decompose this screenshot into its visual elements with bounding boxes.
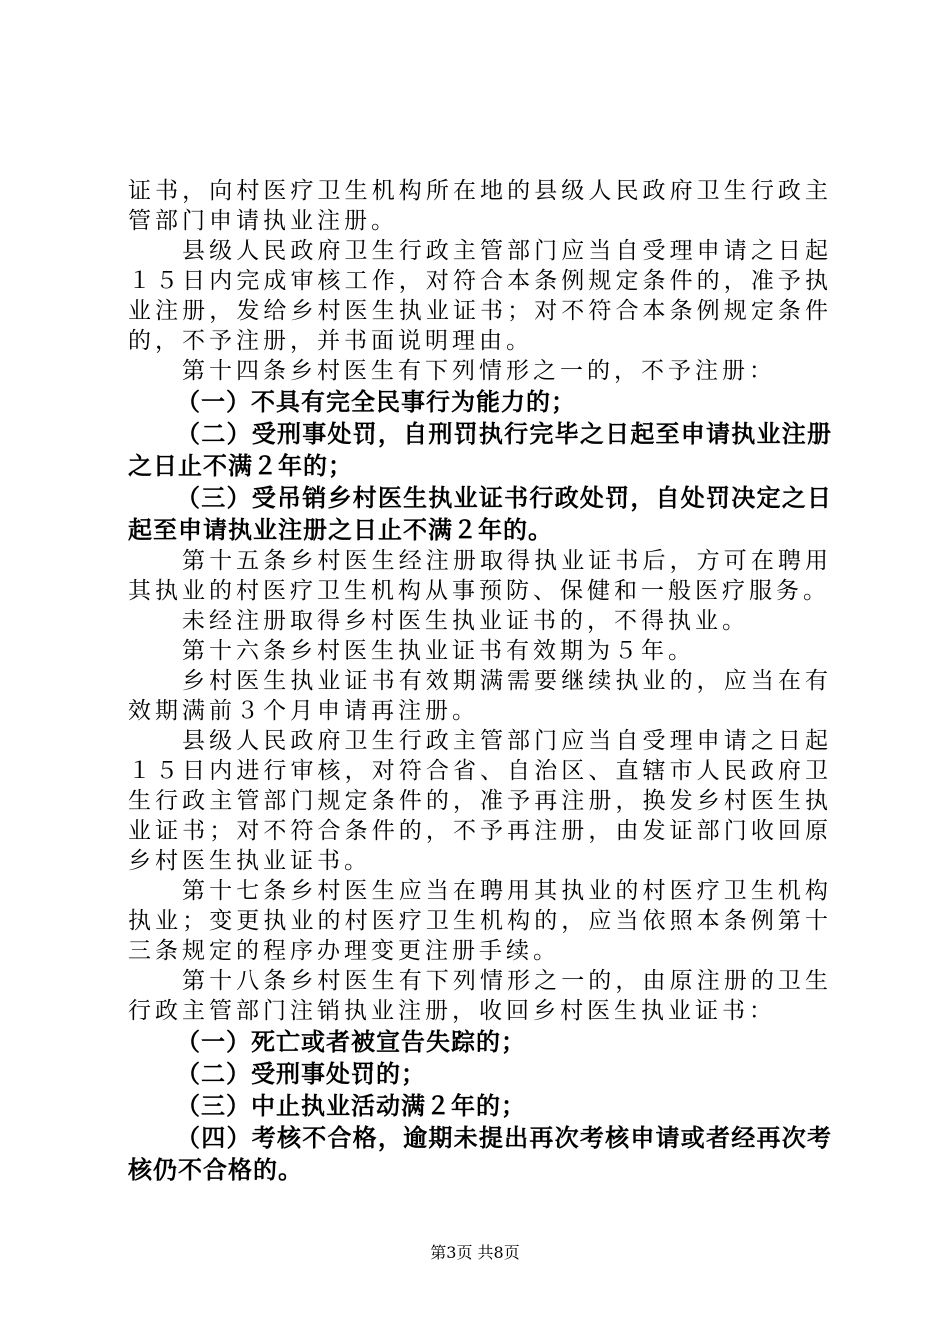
- paragraph-11: 县级人民政府卫生行政主管部门应当自受理申请之日起１５日内进行审核，对符合省、自治区、直辖市人民政府卫生行政主管部门规定条件的，准予再注册，换发乡村医生执业证书；对不符合条件的，不予再注册，由发证部门收回原乡村医生执业证书。: [128, 728, 832, 874]
- paragraph-12: 第十七条乡村医生应当在聘用其执业的村医疗卫生机构执业；变更执业的村医疗卫生机构的，应当依照本条例第十三条规定的程序办理变更注册手续。: [128, 878, 832, 964]
- paragraph-3: 第十四条乡村医生有下列情形之一的，不予注册：: [182, 358, 776, 384]
- paragraph-9: 第十六条乡村医生执业证书有效期为５年。: [182, 638, 695, 664]
- paragraph-6: （三）受吊销乡村医生执业证书行政处罚，自处罚决定之日起至申请执业注册之日止不满２年的。: [128, 484, 832, 544]
- paragraph-10: 乡村医生执业证书有效期满需要继续执业的，应当在有效期满前３个月申请再注册。: [128, 668, 832, 724]
- paragraph-14: （一）死亡或者被宣告失踪的；: [176, 1028, 526, 1056]
- paragraph-4: （一）不具有完全民事行为能力的；: [176, 388, 576, 416]
- paragraph-17: （四）考核不合格，逾期未提出再次考核申请或者经再次考核仍不合格的。: [128, 1124, 832, 1184]
- paragraph-5: （二）受刑事处罚，自刑罚执行完毕之日起至申请执业注册之日止不满２年的；: [128, 420, 832, 480]
- paragraph-1: 证书，向村医疗卫生机构所在地的县级人民政府卫生行政主管部门申请执业注册。: [128, 178, 832, 234]
- paragraph-13: 第十八条乡村医生有下列情形之一的，由原注册的卫生行政主管部门注销执业注册，收回乡村医生执业证书：: [128, 968, 832, 1024]
- paragraph-8: 未经注册取得乡村医生执业证书的，不得执业。: [182, 608, 749, 634]
- paragraph-16: （三）中止执业活动满２年的；: [176, 1092, 526, 1120]
- document-body: [128, 176, 832, 1186]
- page-number-footer: 第3页 共8页: [430, 1243, 520, 1262]
- paragraph-7: 第十五条乡村医生经注册取得执业证书后，方可在聘用其执业的村医疗卫生机构从事预防、保健和一般医疗服务。: [128, 548, 832, 604]
- paragraph-15: （二）受刑事处罚的；: [176, 1060, 426, 1088]
- paragraph-2: 县级人民政府卫生行政主管部门应当自受理申请之日起１５日内完成审核工作，对符合本条例规定条件的，准予执业注册，发给乡村医生执业证书；对不符合本条例规定条件的，不予注册，并书面说明理由。: [128, 238, 832, 354]
